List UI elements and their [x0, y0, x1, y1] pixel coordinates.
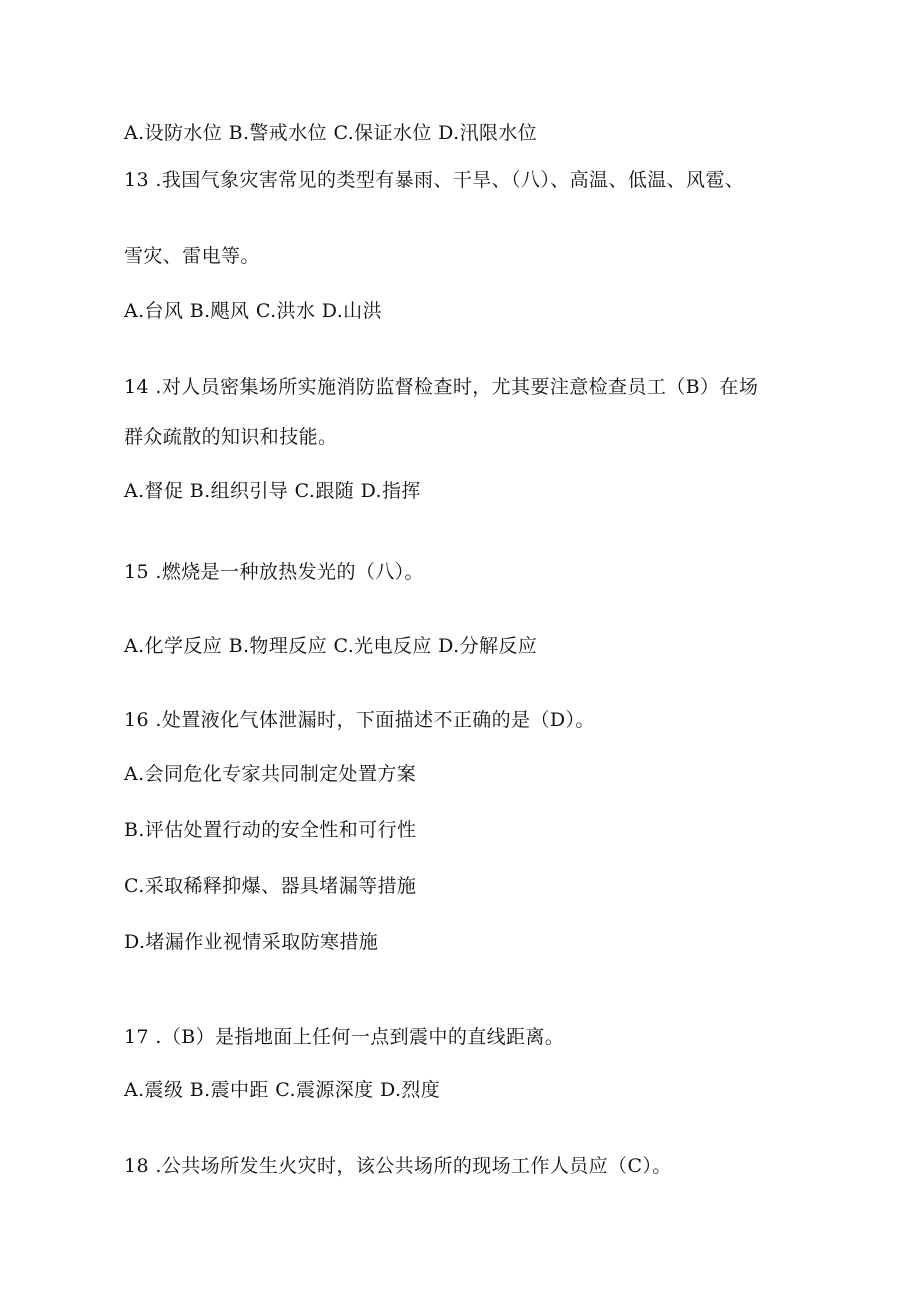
- q16-option-a: A.会同危化专家共同制定处置方案: [124, 763, 417, 785]
- q15-options: A.化学反应 B.物理反应 C.光电反应 D.分解反应: [124, 635, 538, 657]
- q14-options: A.督促 B.组织引导 C.跟随 D.指挥: [124, 480, 421, 502]
- q14-text-line2: 群众疏散的知识和技能。: [124, 426, 338, 448]
- q14-text-line1: 14 .对人员密集场所实施消防监督检查时，尤其要注意检查员工（B）在场: [124, 376, 759, 398]
- q16-option-c: C.采取稀释抑爆、器具堵漏等措施: [124, 875, 417, 897]
- q17-options: A.震级 B.震中距 C.震源深度 D.烈度: [124, 1079, 441, 1101]
- q17-text: 17 .（B）是指地面上任何一点到震中的直线距离。: [124, 1026, 565, 1048]
- q13-text-line2: 雪灾、雷电等。: [124, 245, 260, 267]
- q12-options: A.设防水位 B.警戒水位 C.保证水位 D.汛限水位: [124, 122, 538, 144]
- q16-option-b: B.评估处置行动的安全性和可行性: [124, 819, 417, 841]
- q16-option-d: D.堵漏作业视情采取防寒措施: [124, 931, 379, 953]
- q18-text: 18 .公共场所发生火灾时，该公共场所的现场工作人员应（C）。: [124, 1155, 672, 1177]
- q13-text-line1: 13 .我国气象灾害常见的类型有暴雨、干旱、（八）、高温、低温、风雹、: [124, 169, 745, 191]
- q15-text: 15 .燃烧是一种放热发光的（八）。: [124, 561, 424, 583]
- q16-text: 16 .处置液化气体泄漏时，下面描述不正确的是（D）。: [124, 709, 595, 731]
- q13-options: A.台风 B.飓风 C.洪水 D.山洪: [124, 300, 382, 322]
